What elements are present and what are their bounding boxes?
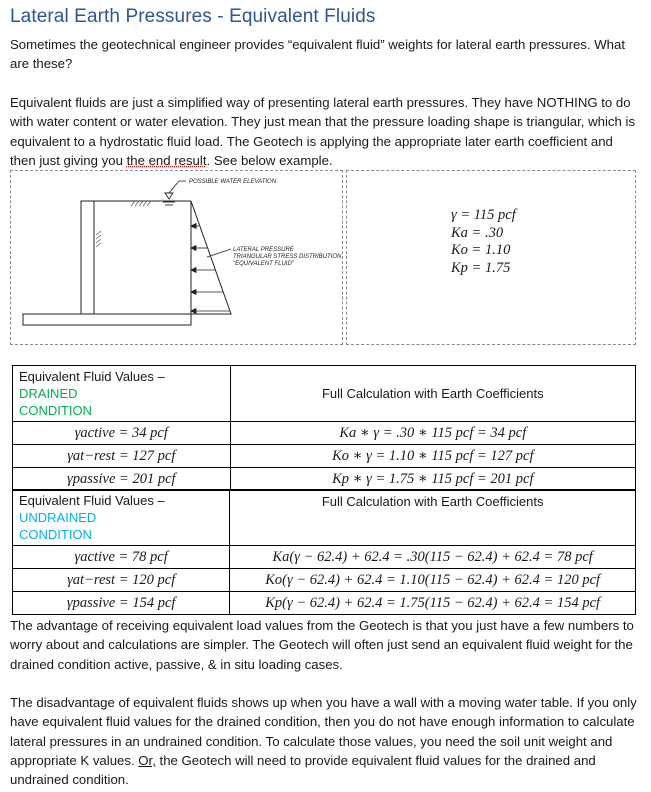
undrained-active-label: γactive = 78 pcf	[13, 546, 230, 569]
undrained-condition-label: CONDITION	[19, 527, 92, 542]
undrained-atrest-label: γat−rest = 120 pcf	[13, 569, 230, 592]
para3-text: The disadvantage of equivalent fluids shows up when you have a wall with a moving water table. If you only have equivalent fluid values for the drained condition, then you do not have enough information to calculate lateral pressures in an undrained condition. To calculate those values, you need the soil unit weight and appropriate K values.	[10, 695, 637, 768]
drained-active-calc: Ka ∗ γ = .30 ∗ 115 pcf = 34 pcf	[230, 422, 635, 445]
pressure-leader-line	[207, 249, 231, 257]
undrained-header-left	[13, 490, 230, 546]
param-ka: Ka = .30	[451, 224, 504, 241]
undrained-table	[12, 489, 636, 615]
parameters-frame	[346, 170, 636, 345]
pressure-label-3: "EQUIVALENT FLUID"	[233, 261, 294, 267]
pressure-arrows	[191, 224, 230, 314]
drained-header-text: Equivalent Fluid Values –	[19, 369, 165, 384]
drained-atrest-label: γat−rest = 127 pcf	[13, 445, 231, 468]
para1-tail: . See below example.	[206, 152, 333, 168]
disadvantage-paragraph	[10, 693, 638, 789]
param-kp: Kp = 1.75	[451, 259, 511, 276]
undrained-atrest-calc: Ko(γ − 62.4) + 62.4 = 1.10(115 − 62.4) + 62.4 = 120 pcf	[230, 569, 636, 592]
soil-hatch-icon	[131, 201, 151, 206]
drained-label: DRAINED	[19, 386, 78, 401]
para3-tail: the Geotech will need to provide equivalent fluid values for the drained and undrained condition.	[10, 752, 596, 788]
drained-table	[12, 365, 636, 491]
drained-atrest-calc: Ko ∗ γ = 1.10 ∗ 115 pcf = 127 pcf	[230, 445, 635, 468]
table-row	[13, 422, 636, 445]
wall-footing	[23, 314, 191, 325]
advantage-paragraph: The advantage of receiving equivalent load values from the Geotech is that you just have a few numbers to worry about and calculations are simpler. The Geotech will often just send an equivalent fluid weight for the drained condition active, passive, & in situ loading cases.	[10, 618, 634, 672]
pressure-label-2: TRIANGULAR STRESS DISTRIBUTION	[233, 254, 342, 260]
undrained-label: UNDRAINED	[19, 510, 97, 525]
water-elevation-label: POSSIBLE WATER ELEVATION	[189, 179, 277, 185]
undrained-passive-label: γpassive = 154 pcf	[13, 592, 230, 615]
back-soil-hatch-icon	[96, 231, 101, 247]
undrained-header-right: Full Calculation with Earth Coefficients	[230, 490, 636, 546]
pressure-triangle	[191, 201, 231, 314]
table-row	[13, 546, 636, 569]
end-result-text: the end result	[126, 152, 207, 168]
table-row	[13, 445, 636, 468]
undrained-passive-calc: Kp(γ − 62.4) + 62.4 = 1.75(115 − 62.4) + 62.4 = 154 pcf	[230, 592, 636, 615]
drained-passive-label: γpassive = 201 pcf	[13, 468, 231, 491]
drained-passive-calc: Kp ∗ γ = 1.75 ∗ 115 pcf = 201 pcf	[230, 468, 635, 491]
drained-header-left	[13, 366, 231, 422]
undrained-header-text: Equivalent Fluid Values –	[19, 493, 165, 508]
retaining-wall-diagram	[11, 171, 342, 344]
param-gamma: γ = 115 pcf	[451, 207, 516, 223]
table-row	[13, 592, 636, 615]
intro-paragraph: Sometimes the geotechnical engineer provides “equivalent fluid” weights for lateral earth pressures. What are these?	[10, 37, 626, 72]
wall-stem	[81, 201, 94, 314]
table-row	[13, 569, 636, 592]
drained-active-label: γactive = 34 pcf	[13, 422, 231, 445]
param-ko: Ko = 1.10	[451, 242, 511, 258]
drained-header-right: Full Calculation with Earth Coefficients	[230, 366, 635, 422]
or-text: Or,	[138, 752, 156, 768]
wall-diagram-frame	[10, 170, 343, 345]
drained-condition-label: CONDITION	[19, 403, 92, 418]
water-level-icon	[163, 193, 175, 205]
undrained-active-calc: Ka(γ − 62.4) + 62.4 = .30(115 − 62.4) + 62.4 = 78 pcf	[230, 546, 636, 569]
equivalent-fluid-paragraph	[10, 93, 638, 170]
table-row	[13, 468, 636, 491]
para1-text: Equivalent fluids are just a simplified way of presenting lateral earth pressures. They have NOTHING to do with water content or water elevation. They just mean that the pressure loading shape is triangular, which is equivalent to a hydrostatic fluid load. The Geotech is applying the appropriate later earth coefficient and then just giving you	[10, 95, 636, 168]
water-leader-line	[169, 181, 186, 193]
parameters-list	[451, 207, 516, 277]
pressure-label-1: LATERAL PRESSURE	[233, 247, 294, 253]
page-title: Lateral Earth Pressures - Equivalent Fluids	[10, 6, 376, 27]
